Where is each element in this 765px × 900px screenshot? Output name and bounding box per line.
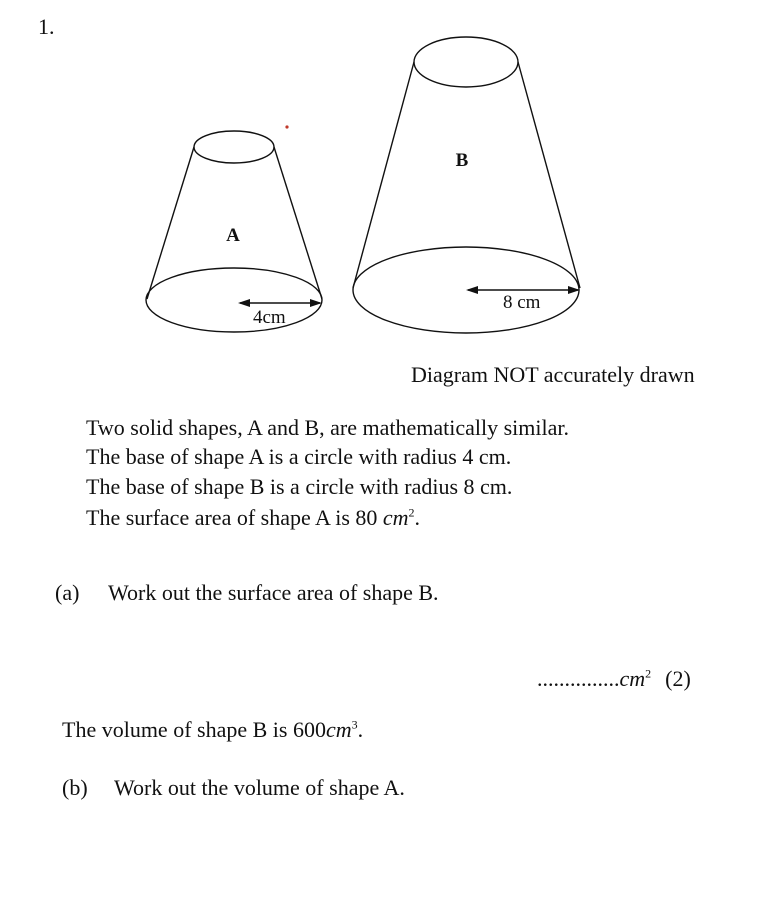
shape-a-arrowhead-left: [238, 299, 250, 307]
shape-b-arrowhead-left: [466, 286, 478, 294]
question-number: 1.: [38, 14, 55, 39]
similar-shapes-diagram: [0, 0, 765, 360]
part-a-label: (a): [55, 580, 80, 605]
stem-line-3: The base of shape B is a circle with radius 8 cm.: [86, 474, 513, 499]
volume-end: .: [357, 717, 364, 742]
volume-unit: cm: [325, 717, 352, 742]
diagram-note: Diagram NOT accurately drawn: [411, 362, 695, 387]
volume-statement: [62, 717, 363, 743]
answer-unit: cm: [619, 666, 646, 691]
shape-a-label: A: [226, 225, 240, 246]
shape-a-left-edge: [147, 147, 194, 299]
answer-unit-power: 2: [645, 666, 652, 681]
stem-line-2: The base of shape A is a circle with radius 4 cm.: [86, 444, 512, 469]
stem-line-4-unit: cm: [382, 505, 409, 530]
volume-unit-power: 3: [351, 717, 358, 732]
stem-line-4: [86, 505, 420, 531]
stem-line-4-end: .: [414, 505, 421, 530]
shape-b-top-ellipse: [414, 37, 518, 87]
part-a-text: Work out the surface area of shape B.: [108, 580, 439, 605]
part-a-answer-line[interactable]: [537, 666, 691, 692]
stem-line-4-text: The surface area of shape A is 80: [86, 505, 383, 530]
part-b-label: (b): [62, 775, 88, 800]
stem-line-4-power: 2: [408, 505, 415, 520]
volume-text: The volume of shape B is 600: [62, 717, 326, 742]
shape-a-top-ellipse: [194, 131, 274, 163]
shape-b-label: B: [455, 150, 469, 171]
shape-a-dimension: 4cm: [253, 307, 286, 328]
shape-a-right-edge: [274, 147, 322, 299]
part-a-marks: (2): [665, 666, 691, 691]
shape-b-frustum: [353, 37, 580, 333]
shape-a-base-ellipse: [146, 268, 322, 332]
shape-b-dimension: 8 cm: [503, 292, 541, 313]
stem-line-1: Two solid shapes, A and B, are mathematically similar.: [86, 415, 569, 440]
part-b-text: Work out the volume of shape A.: [114, 775, 405, 800]
answer-dots: ...............: [537, 666, 620, 691]
stray-mark: [285, 125, 288, 128]
